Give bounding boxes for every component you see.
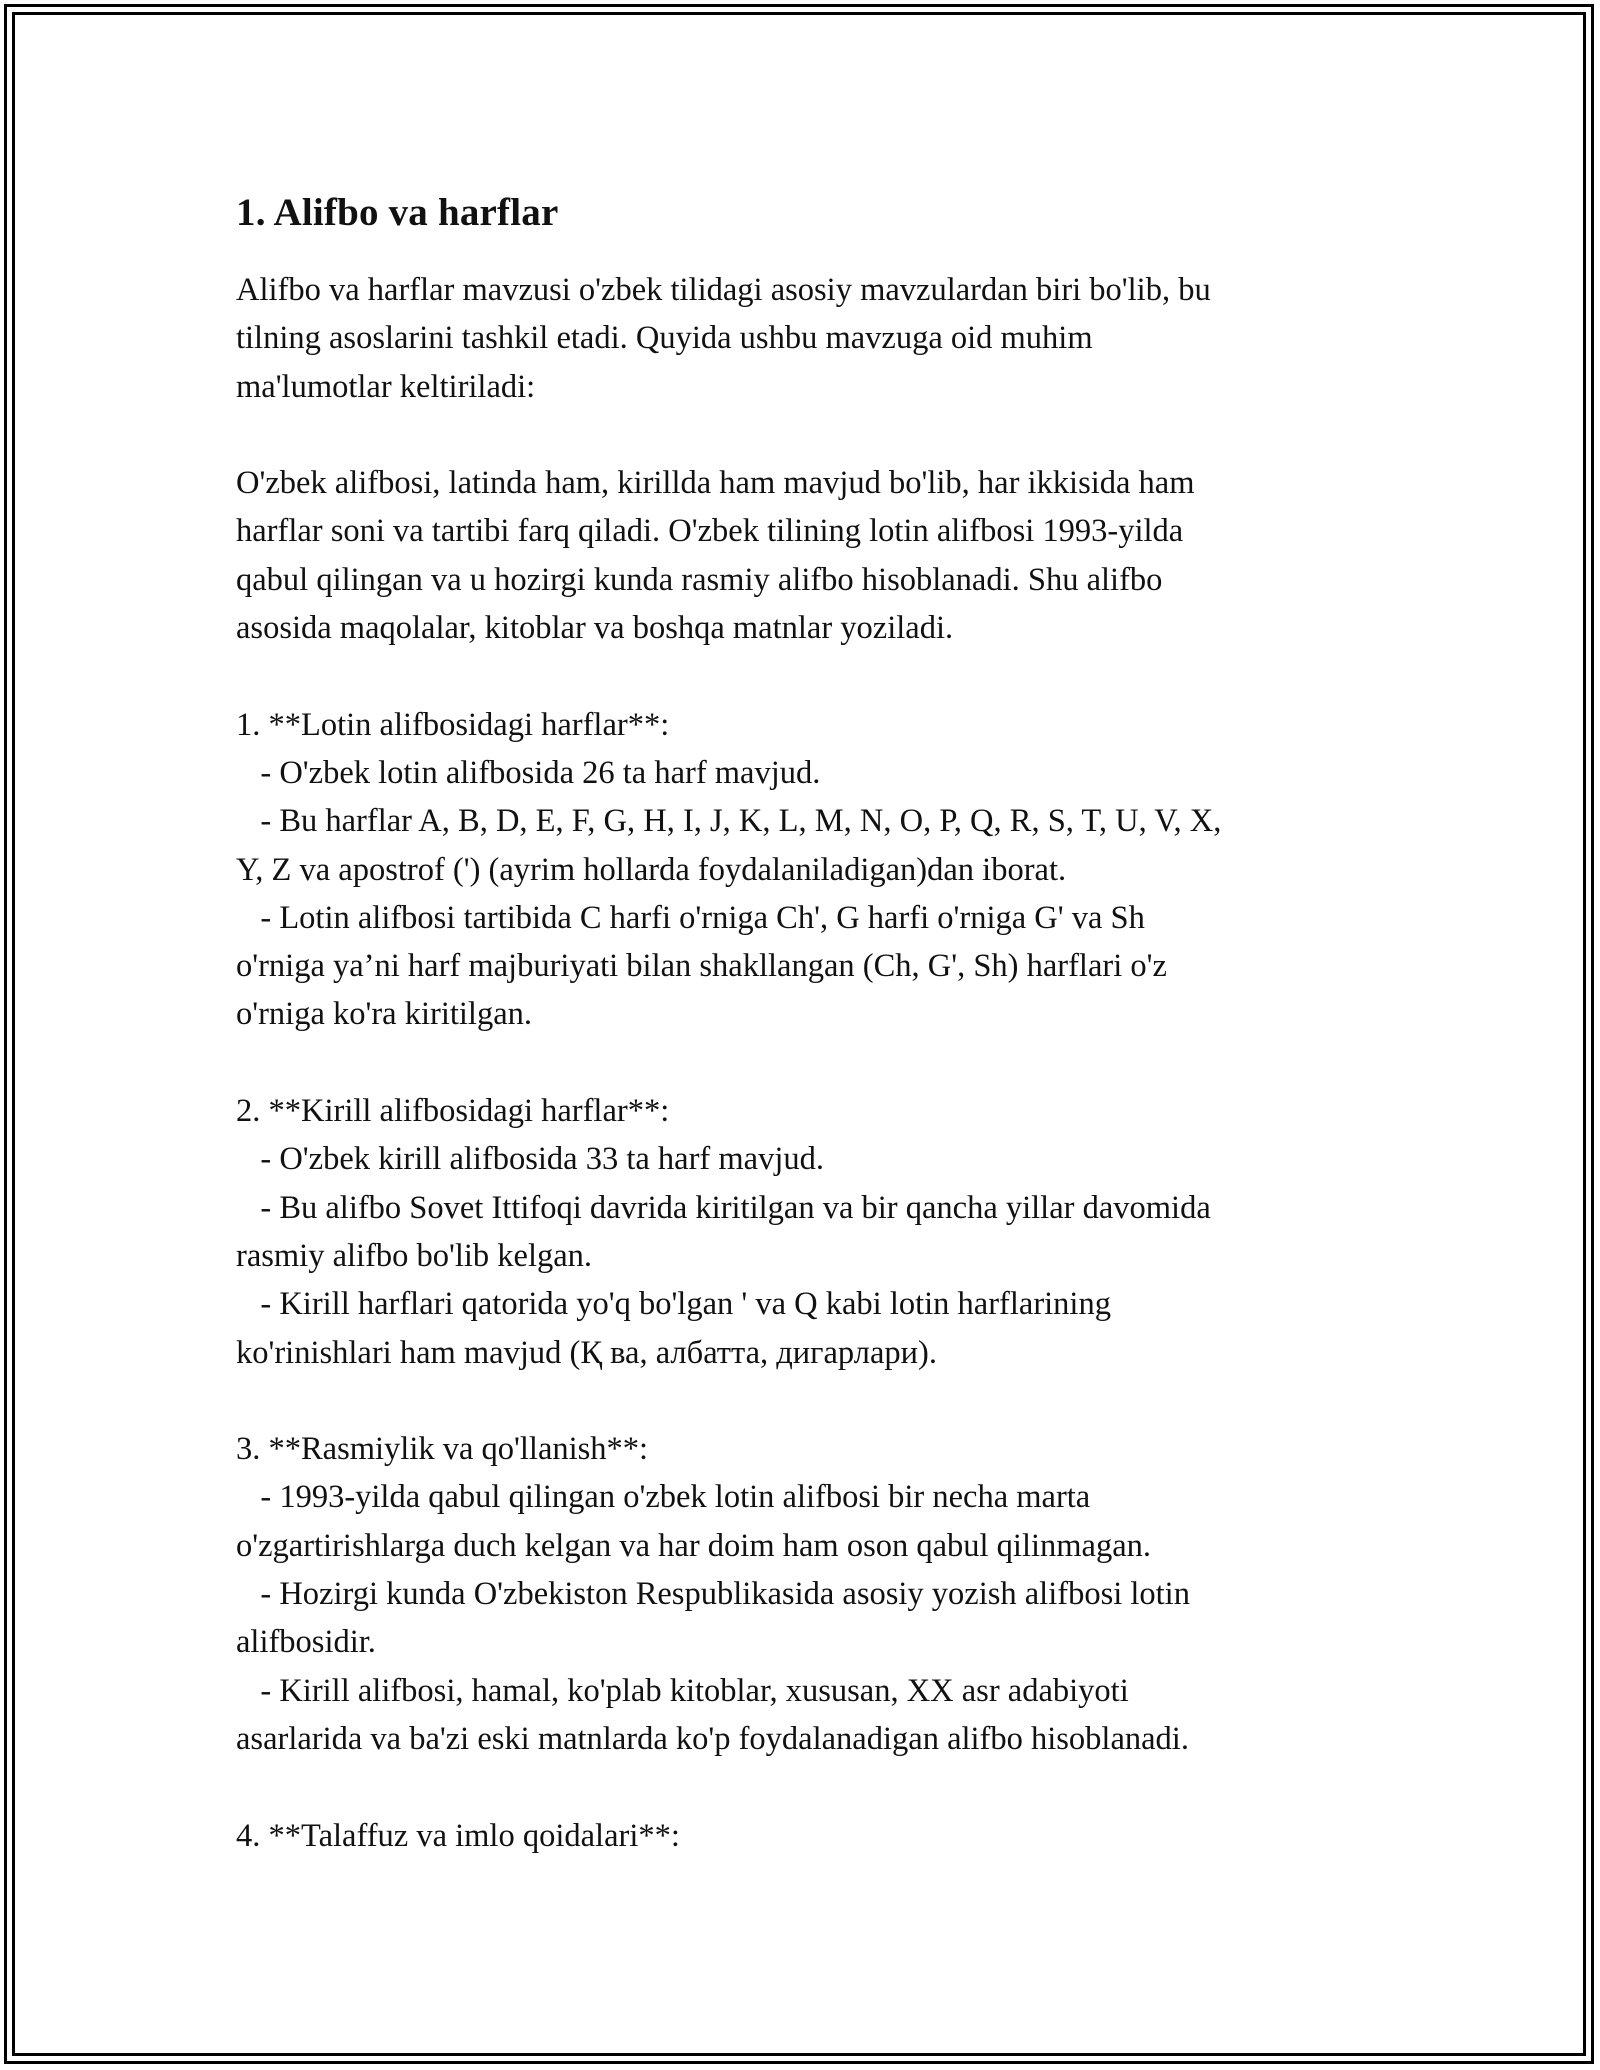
list-item: - Bu alifbo Sovet Ittifoqi davrida kiritilgan va bir qancha yillar davomida rasmiy alifbo bo'lib kelgan. [236, 1189, 1211, 1274]
list-item: - Bu harflar A, B, D, E, F, G, H, I, J, K, L, M, N, O, P, Q, R, S, T, U, V, X, Y, Z va apostrof (') (ayrim hollarda foydalaniladigan)dan iborat. [236, 803, 1222, 888]
list-item: - Kirill harflari qatorida yo'q bo'lgan ' va Q kabi lotin harflarining ko'rinishlari ham mavjud (Қ ва, албатта, дигарлари). [236, 1286, 1111, 1371]
list-item: - Hozirgi kunda O'zbekiston Respublikasida asosiy yozish alifbosi lotin alifbosidir. [236, 1576, 1190, 1661]
paragraph-gap [236, 1763, 1376, 1811]
list-item: - O'zbek kirill alifbosida 33 ta harf mavjud. [236, 1141, 824, 1178]
section-heading: 2. **Kirill alifbosidagi harflar**: [236, 1093, 670, 1130]
paragraph-gap [236, 652, 1376, 700]
section-heading: 1. **Lotin alifbosidagi harflar**: [236, 706, 670, 743]
intro-paragraph: Alifbo va harflar mavzusi o'zbek tilidagi asosiy mavzulardan biri bo'lib, bu tilning asoslarini tashkil etadi. Quyida ushbu mavzuga oid muhim ma'lumotlar keltiriladi: [236, 272, 1211, 405]
paragraph-gap [236, 1039, 1376, 1087]
document-title: 1. Alifbo va harflar [236, 191, 559, 234]
list-item: - O'zbek lotin alifbosida 26 ta harf mavjud. [236, 754, 821, 791]
section-heading: 3. **Rasmiylik va qo'llanish**: [236, 1431, 649, 1468]
list-item: - Kirill alifbosi, hamal, ko'plab kitoblar, xususan, XX asr adabiyoti asarlarida va ba'zi eski matnlarda ko'p foydalanadigan alifbo hisoblanadi. [236, 1672, 1189, 1757]
section-heading: 4. **Talaffuz va imlo qoidalari**: [236, 1817, 680, 1854]
section-latin [236, 701, 1376, 1039]
section-cyrillic [236, 1087, 1376, 1377]
document-body [236, 180, 1376, 1860]
section-pronunciation [236, 1812, 1376, 1860]
paragraph-gap [236, 1377, 1376, 1425]
list-item: - Lotin alifbosi tartibida C harfi o'rniga Ch', G harfi o'rniga G' va Sh o'rniga ya’ni harf majburiyati bilan shakllangan (Ch, G', Sh) harflari o'z o'rniga ko'ra kiritilgan. [236, 899, 1167, 1033]
overview-paragraph: O'zbek alifbosi, latinda ham, kirillda ham mavjud bo'lib, har ikkisida ham harflar soni va tartibi farq qiladi. O'zbek tilining lotin alifbosi 1993-yilda qabul qilingan va u hozirgi kunda rasmiy alifbo hisoblanadi. Shu alifbo asosida maqolalar, kitoblar va boshqa matnlar yoziladi. [236, 465, 1195, 647]
paragraph-gap [236, 411, 1376, 459]
list-item: - 1993-yilda qabul qilingan o'zbek lotin alifbosi bir necha marta o'zgartirishlarga duch kelgan va har doim ham oson qabul qilinmagan. [236, 1479, 1152, 1564]
section-official-use [236, 1425, 1376, 1763]
